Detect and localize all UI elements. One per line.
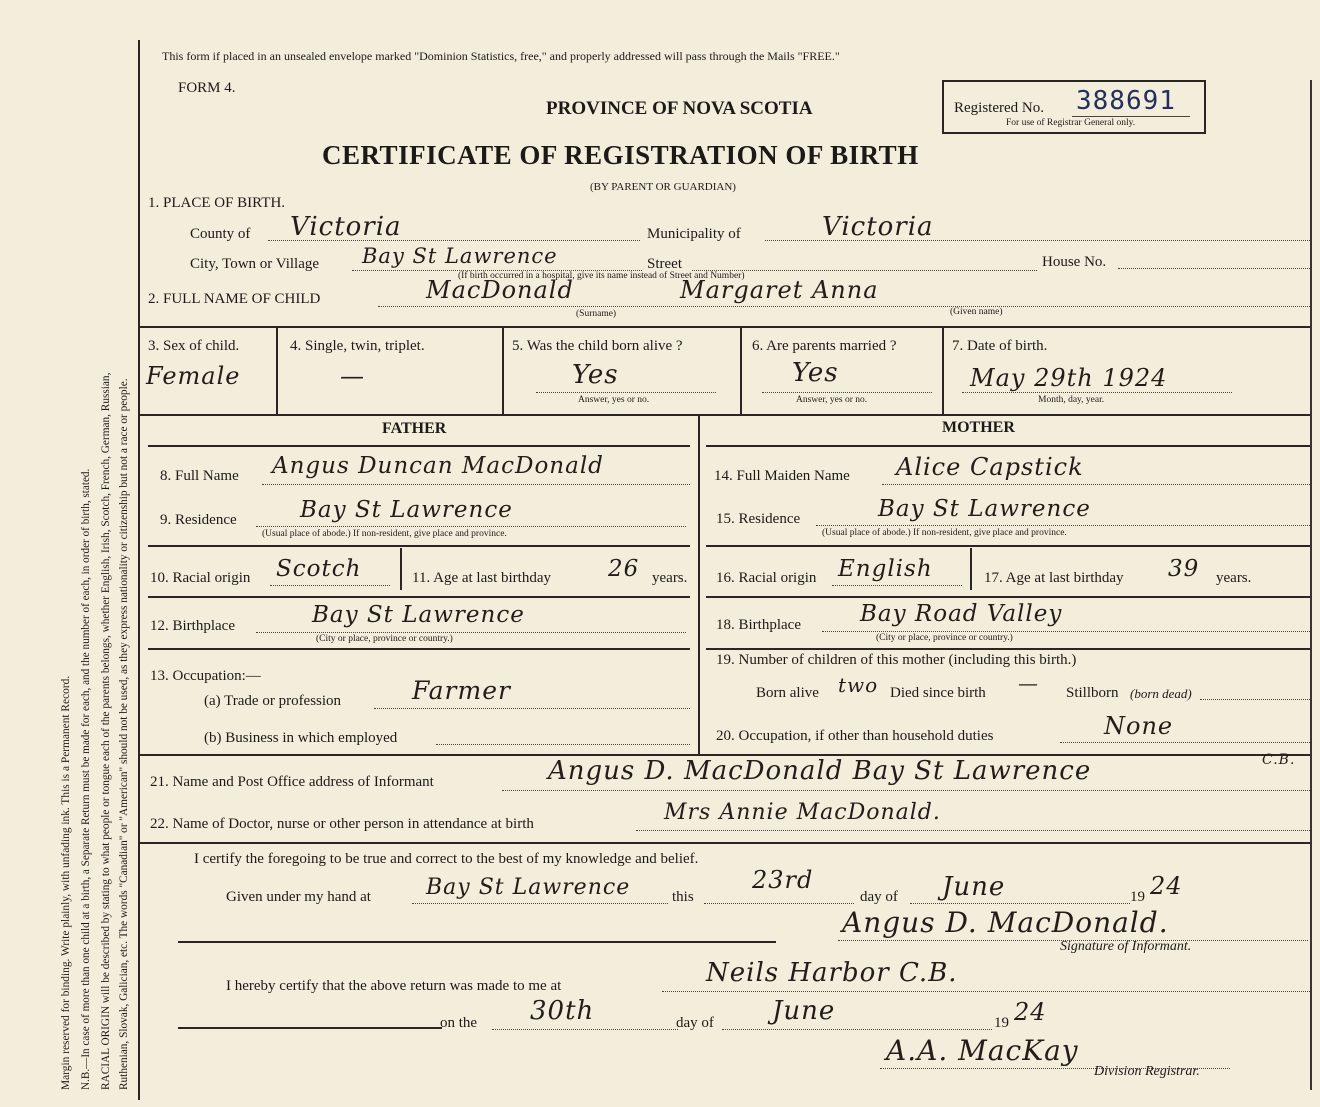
registered-label: Registered No. <box>954 100 1044 116</box>
mother-occupation-label: 20. Occupation, if other than household duties <box>716 728 994 744</box>
day-of-label: day of <box>860 889 898 905</box>
city-value: Bay St Lawrence <box>362 244 558 268</box>
county-value: Victoria <box>290 212 402 242</box>
father-occupation-label: 13. Occupation:— <box>150 668 261 684</box>
house-label: House No. <box>1042 254 1107 270</box>
registration-box <box>942 80 1206 134</box>
father-years-label: years. <box>652 570 688 586</box>
margin-note-line-1: Margin reserved for binding. Write plainly, with unfading ink. This is a Permanent Record. <box>60 675 72 1090</box>
mother-age-label: 17. Age at last birthday <box>984 570 1124 586</box>
child-given-name: Margaret Anna <box>680 276 879 304</box>
born-alive-question: 5. Was the child born alive ? <box>512 338 683 354</box>
margin-note-line-4: Ruthenian, Slovak, Galician, etc. The words "Canadian" or "American" should not be used, as they express nationality or citizenship but not a race or people. <box>118 378 130 1090</box>
mother-racial-label: 16. Racial origin <box>716 570 817 586</box>
date-of-birth-label: 7. Date of birth. <box>952 338 1048 354</box>
informant-cb: C.B. <box>1262 752 1296 768</box>
informant-label: 21. Name and Post Office address of Informant <box>150 774 434 790</box>
given-year: 24 <box>1150 872 1183 900</box>
division-registrar-label: Division Registrar. <box>1094 1064 1200 1079</box>
given-year-prefix: 19 <box>1130 889 1145 905</box>
father-residence-value: Bay St Lawrence <box>300 497 513 523</box>
died-since-birth-label: Died since birth <box>890 685 986 701</box>
given-name-note: (Given name) <box>950 307 1003 317</box>
informant-value: Angus D. MacDonald Bay St Lawrence <box>548 756 1092 786</box>
given-place: Bay St Lawrence <box>426 875 631 900</box>
mother-heading: MOTHER <box>942 419 1015 436</box>
date-of-birth-note: Month, day, year. <box>1038 395 1105 405</box>
father-birthplace-value: Bay St Lawrence <box>312 602 525 628</box>
mother-residence-label: 15. Residence <box>716 511 801 527</box>
registrar-statement: I hereby certify that the above return was made to me at <box>226 978 562 994</box>
stillborn-note: (born dead) <box>1130 686 1192 701</box>
margin-rule <box>138 40 140 1100</box>
given-under-hand-label: Given under my hand at <box>226 889 371 905</box>
date-of-birth-value: May 29th 1924 <box>970 364 1168 392</box>
mother-birthplace-value: Bay Road Valley <box>860 601 1063 627</box>
registration-day-of-label: day of <box>676 1015 714 1031</box>
municipality-value: Victoria <box>822 212 934 242</box>
born-alive-answer: Yes <box>572 360 619 390</box>
doctor-label: 22. Name of Doctor, nurse or other person in attendance at birth <box>150 816 534 832</box>
margin-note-line-2: N.B.—In case of more than one child at a birth, a Separate Return must be made for each, and the number of each, in order of birth, stated. <box>80 468 92 1090</box>
plurality-label: 4. Single, twin, triplet. <box>290 338 425 354</box>
child-name-label: 2. FULL NAME OF CHILD <box>148 291 321 307</box>
father-heading: FATHER <box>382 420 447 437</box>
margin-note-line-3: RACIAL ORIGIN will be described by stating to what people or tongue each of the parents belongs, whether English, Irish, Scotch, French, German, Russian, <box>100 372 112 1090</box>
business-label: (b) Business in which employed <box>204 730 398 746</box>
born-alive-count-label: Born alive <box>756 685 819 701</box>
trade-value: Farmer <box>412 676 511 705</box>
signature-of-informant-label: Signature of Informant. <box>1060 939 1192 954</box>
father-birthplace-label: 12. Birthplace <box>150 618 235 634</box>
father-name-label: 8. Full Name <box>160 468 239 484</box>
mother-abode-note: (Usual place of abode.) If non-resident, give place and province. <box>822 528 1067 538</box>
place-of-birth-label: 1. PLACE OF BIRTH. <box>148 195 286 211</box>
certify-statement: I certify the foregoing to be true and correct to the best of my knowledge and belief. <box>194 851 699 867</box>
father-racial-label: 10. Racial origin <box>150 570 251 586</box>
stillborn-label: Stillborn <box>1066 685 1119 701</box>
mother-residence-value: Bay St Lawrence <box>878 496 1091 522</box>
this-label: this <box>672 889 694 905</box>
plurality-value: — <box>340 362 365 390</box>
father-residence-label: 9. Residence <box>160 512 237 528</box>
municipality-label: Municipality of <box>647 226 741 242</box>
father-name-value: Angus Duncan MacDonald <box>272 453 604 479</box>
born-alive-count: two <box>838 673 879 697</box>
registration-month: June <box>772 996 836 1026</box>
mother-birthplace-label: 18. Birthplace <box>716 617 801 633</box>
given-day: 23rd <box>752 866 814 894</box>
sex-label: 3. Sex of child. <box>148 338 240 354</box>
hospital-note: (If birth occurred in a hospital, give its name instead of Street and Number) <box>458 271 745 281</box>
city-label: City, Town or Village <box>190 256 320 272</box>
mother-racial-value: English <box>838 556 933 582</box>
parents-married-answer: Yes <box>792 358 839 388</box>
binding-margin <box>0 0 140 1107</box>
parents-married-note: Answer, yes or no. <box>796 395 868 405</box>
mother-name-label: 14. Full Maiden Name <box>714 468 850 484</box>
father-racial-value: Scotch <box>276 556 362 582</box>
doctor-value: Mrs Annie MacDonald. <box>664 800 941 825</box>
mail-notice: This form if placed in an unsealed envelope marked "Dominion Statistics, free," and properly addressed will pass through the Mails "FREE." <box>162 49 840 63</box>
mother-name-value: Alice Capstick <box>896 453 1084 481</box>
children-count-label: 19. Number of children of this mother (including this birth.) <box>716 652 1077 668</box>
given-month: June <box>942 872 1006 902</box>
mother-years-label: years. <box>1216 570 1252 586</box>
registration-year: 24 <box>1014 998 1047 1026</box>
registrar-place: Neils Harbor C.B. <box>706 958 958 988</box>
father-birthplace-note: (City or place, province or country.) <box>316 634 453 644</box>
on-the-label: on the <box>440 1015 478 1031</box>
mother-occupation-value: None <box>1104 712 1174 740</box>
registration-year-prefix: 19 <box>994 1015 1009 1031</box>
street-label: Street <box>647 256 682 272</box>
mother-age-value: 39 <box>1168 556 1200 582</box>
parents-married-question: 6. Are parents married ? <box>752 338 897 354</box>
father-abode-note: (Usual place of abode.) If non-resident, give place and province. <box>262 529 507 539</box>
registrar-note: For use of Registrar General only. <box>1006 118 1136 128</box>
mother-birthplace-note: (City or place, province or country.) <box>876 633 1013 643</box>
father-age-label: 11. Age at last birthday <box>412 570 551 586</box>
informant-signature: Angus D. MacDonald. <box>842 906 1169 939</box>
certificate-subtitle: (BY PARENT OR GUARDIAN) <box>590 181 736 193</box>
certificate-title: CERTIFICATE OF REGISTRATION OF BIRTH <box>322 140 919 170</box>
registrar-signature: A.A. MacKay <box>886 1034 1079 1067</box>
county-label: County of <box>190 226 251 242</box>
registration-day: 30th <box>530 996 595 1026</box>
sex-value: Female <box>146 362 241 390</box>
form-right-border <box>1310 80 1312 1090</box>
registered-number: 388691 <box>1076 86 1176 116</box>
form-number: FORM 4. <box>178 80 236 96</box>
trade-label: (a) Trade or profession <box>204 693 342 709</box>
child-surname: MacDonald <box>426 276 574 304</box>
died-since-birth-count: — <box>1018 671 1039 695</box>
surname-note: (Surname) <box>576 309 617 319</box>
born-alive-note: Answer, yes or no. <box>578 395 650 405</box>
province-heading: PROVINCE OF NOVA SCOTIA <box>546 98 813 119</box>
father-age-value: 26 <box>608 556 640 582</box>
